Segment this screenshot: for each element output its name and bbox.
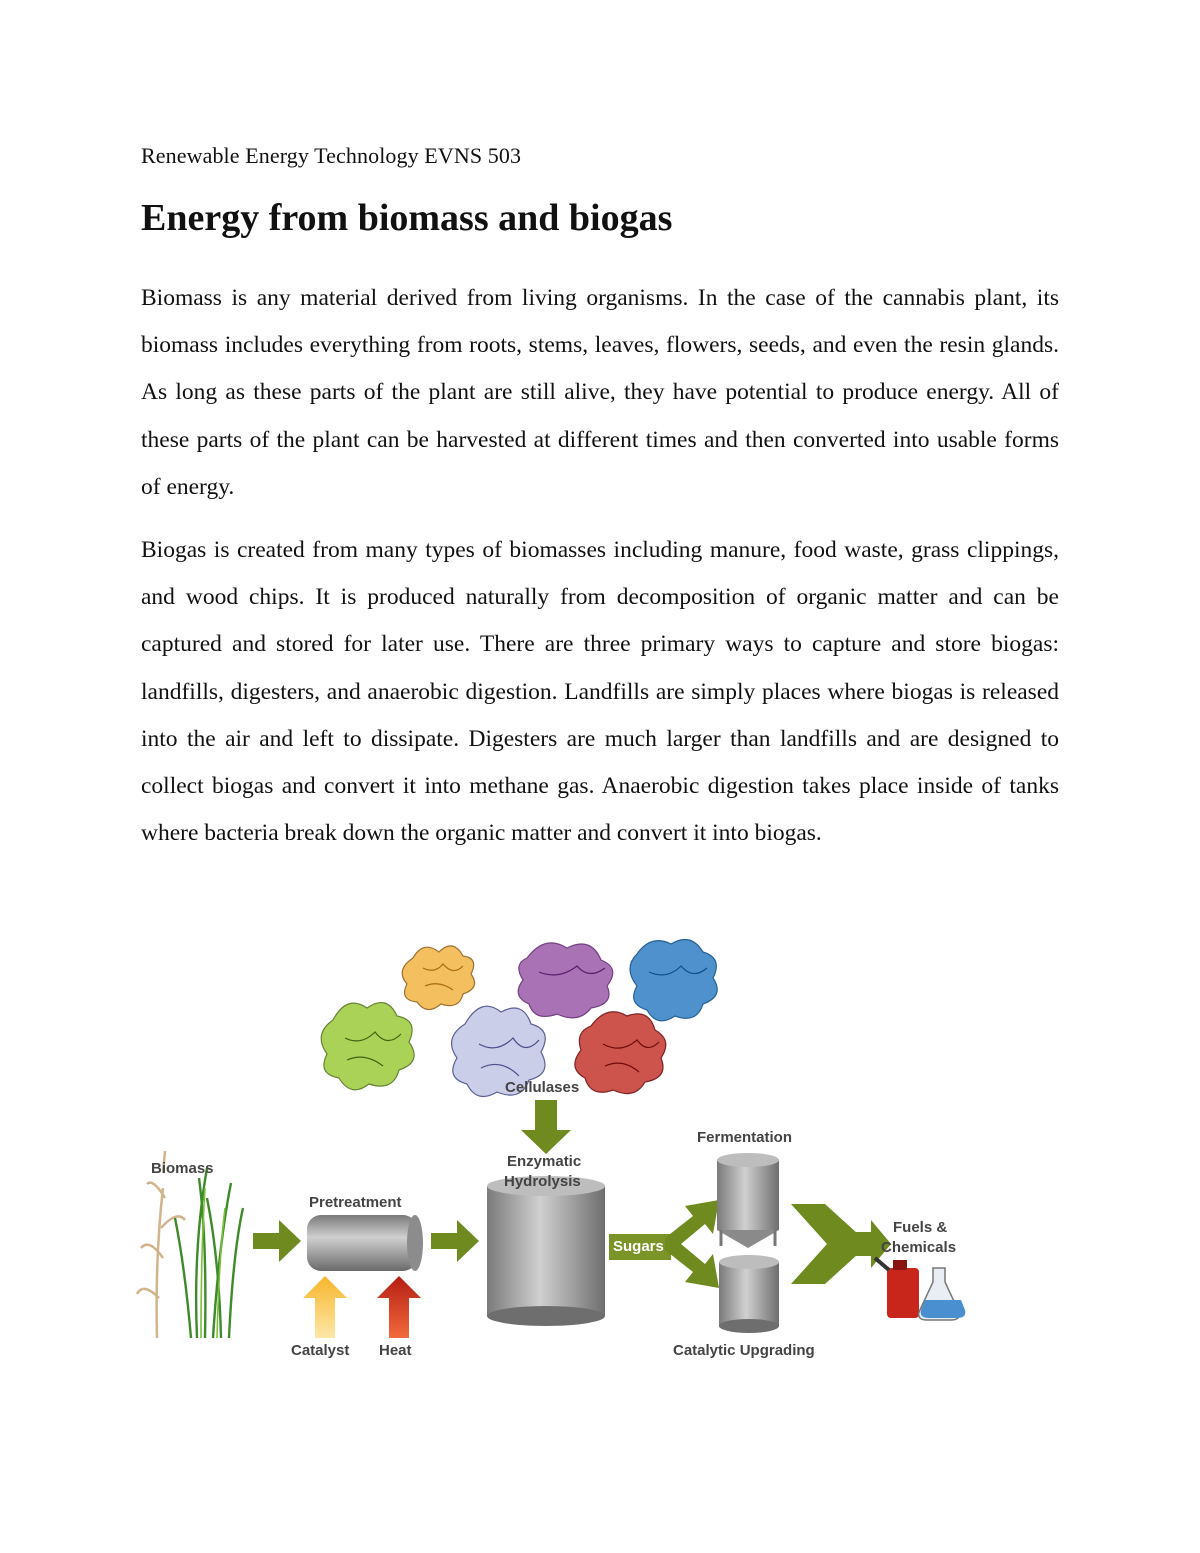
biomass-conversion-diagram (135, 928, 985, 1368)
enzyme-green (321, 1003, 414, 1090)
hydrolysis-tank (487, 1176, 605, 1326)
enzyme-purple (518, 943, 613, 1018)
label-catalytic-upgrading: Catalytic Upgrading (673, 1342, 815, 1359)
arrow-to-pretreatment (253, 1220, 301, 1262)
catalyst-up-arrow (303, 1276, 347, 1338)
biomass-plants-icon (137, 1151, 243, 1338)
page-title: Energy from biomass and biogas (141, 197, 673, 239)
label-sugars: Sugars (613, 1238, 664, 1255)
label-biomass: Biomass (151, 1160, 214, 1177)
label-fermentation: Fermentation (697, 1129, 793, 1146)
label-heat: Heat (379, 1342, 412, 1359)
label-chemicals: Chemicals (881, 1239, 957, 1256)
paragraph-biogas: Biogas is created from many types of biomasses including manure, food waste, grass clippings, and wood chips. It is produced naturally from decomposition of organic matter and can be captured and stored for later use. There are three primary ways to capture and store biogas: landfills, digesters, and anaerobic digestion. Landfills are simply places where biogas is released into the air and left to dissipate. Digesters are much larger than landfills and are designed to collect biogas and convert it into methane gas. Anaerobic digestion takes place inside of tanks where bacteria break down the organic matter and convert it into biogas. (141, 537, 1059, 847)
cellulases-down-arrow (521, 1100, 571, 1154)
course-header: Renewable Energy Technology EVNS 503 (141, 143, 522, 168)
sugars-split-arrow (665, 1200, 719, 1288)
heat-up-arrow (377, 1276, 421, 1338)
arrow-to-hydrolysis (431, 1220, 479, 1262)
catalytic-upgrading-tank (719, 1255, 779, 1333)
fermentation-tank (717, 1153, 779, 1248)
enzyme-blue (630, 940, 717, 1021)
enzyme-orange (402, 946, 474, 1010)
label-catalyst: Catalyst (291, 1342, 350, 1359)
flask-icon (919, 1268, 966, 1320)
label-cellulases: Cellulases (505, 1079, 580, 1096)
diagram-graphics (135, 928, 985, 1368)
pretreatment-vessel (307, 1215, 423, 1271)
paragraph-biomass: Biomass is any material derived from living organisms. In the case of the cannabis plant, its biomass includes everything from roots, stems, leaves, flowers, seeds, and even the resin glands. As long as these parts of the plant are still alive, they have potential to produce energy. All of these parts of the plant can be harvested at different times and then converted into usable forms of energy. (141, 285, 1059, 500)
label-hydrolysis-line: Hydrolysis (504, 1173, 581, 1190)
label-fuels: Fuels & (893, 1219, 948, 1236)
enzyme-red (575, 1012, 666, 1094)
label-pretreatment: Pretreatment (309, 1194, 402, 1211)
label-enzymatic: Enzymatic (507, 1153, 582, 1170)
fuel-can-icon (875, 1258, 919, 1318)
